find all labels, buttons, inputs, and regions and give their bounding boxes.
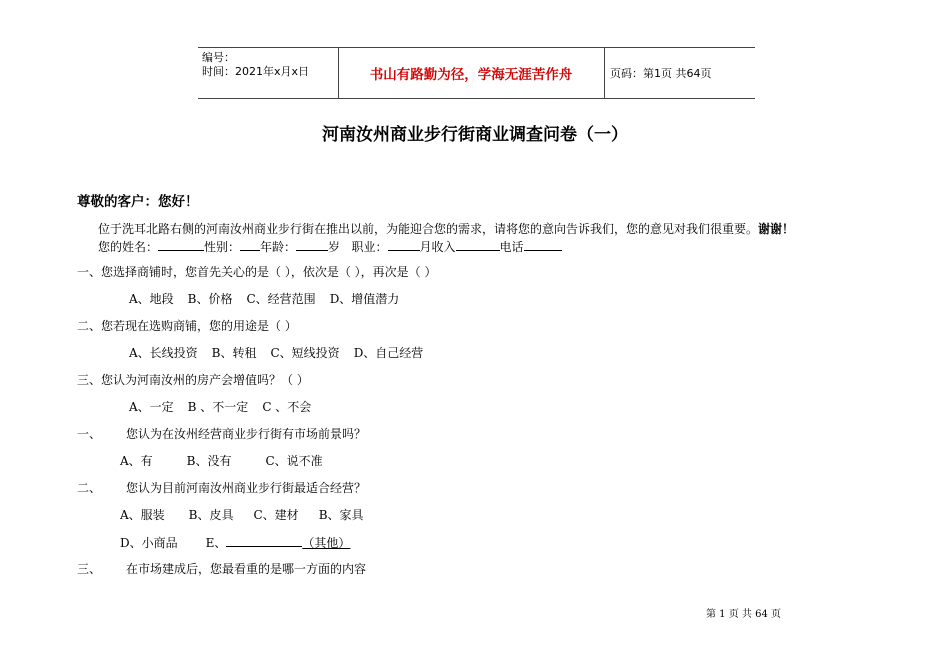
question-2 — [77, 318, 297, 334]
question-1-options — [129, 291, 413, 307]
intro-thanks: 谢谢！ — [758, 222, 795, 236]
question-6 — [77, 561, 366, 577]
question-number: 一、 — [77, 427, 102, 441]
question-1 — [77, 264, 436, 280]
option[interactable]: B、家具 — [318, 508, 364, 522]
question-3-options — [129, 399, 325, 415]
option[interactable]: E、 — [205, 536, 227, 550]
income-blank[interactable] — [456, 238, 500, 251]
question-number: 一、 — [77, 265, 102, 279]
gender-label: 性别： — [204, 240, 241, 254]
question-text: 您认为河南汝州的房产会增值吗？（ ） — [101, 373, 309, 387]
name-label: 您的姓名： — [98, 240, 159, 254]
other-blank[interactable] — [226, 534, 302, 547]
age-label: 年龄： — [260, 240, 297, 254]
header-page-info: 页码：第1页 共64页 — [610, 67, 712, 80]
question-text: 您认为目前河南汝州商业步行街最适合经营？ — [126, 481, 367, 495]
option[interactable]: B 、不一定 — [187, 400, 249, 414]
greeting: 尊敬的客户：您好！ — [77, 194, 199, 210]
header-motto: 书山有路勤为径，学海无涯苦作舟 — [369, 67, 573, 83]
question-text: 您认为在汝州经营商业步行街有市场前景吗？ — [126, 427, 367, 441]
intro-text: 位于洗耳北路右侧的河南汝州商业步行街在推出以前，为能迎合您的需求，请将您的意向告诉我们，您的意见对我们很重要。 — [98, 222, 759, 236]
option[interactable]: A、服装 — [120, 508, 165, 522]
option[interactable]: C、短线投资 — [270, 346, 340, 360]
time-label: 时间：2021年x月x日 — [202, 65, 310, 78]
question-number: 三、 — [77, 373, 102, 387]
personal-info-line — [98, 238, 562, 255]
option[interactable]: B、皮具 — [188, 508, 234, 522]
question-number: 二、 — [77, 319, 102, 333]
question-4 — [77, 426, 366, 442]
header-divider — [604, 48, 605, 98]
job-label: 职业： — [351, 240, 388, 254]
option[interactable]: D、小商品 — [120, 536, 178, 550]
option[interactable]: B、价格 — [187, 292, 233, 306]
question-text: 您若现在选购商铺，您的用途是（ ） — [101, 319, 297, 333]
question-number: 三、 — [77, 562, 102, 576]
page-footer: 第 1 页 共 64 页 — [706, 609, 781, 620]
option[interactable]: C、经营范围 — [246, 292, 316, 306]
question-text: 您选择商铺时，您首先关心的是（ ），依次是（ ），再次是（ ） — [101, 265, 437, 279]
phone-blank[interactable] — [524, 238, 562, 251]
question-5-options-row-2 — [120, 534, 350, 551]
option[interactable]: A、长线投资 — [129, 346, 198, 360]
question-5 — [77, 480, 366, 496]
income-label: 月收入 — [419, 240, 456, 254]
age-blank[interactable] — [296, 238, 328, 251]
name-blank[interactable] — [158, 238, 204, 251]
option[interactable]: D、增值潜力 — [329, 292, 400, 306]
age-unit: 岁 — [328, 240, 341, 254]
option[interactable]: D、自己经营 — [353, 346, 424, 360]
question-4-options — [120, 453, 337, 469]
question-2-options — [129, 345, 437, 361]
header-meta — [202, 51, 309, 79]
header-divider — [338, 48, 339, 98]
option[interactable]: C、建材 — [253, 508, 299, 522]
intro-paragraph — [98, 221, 794, 237]
option[interactable]: C、说不准 — [265, 454, 323, 468]
option[interactable]: B、转租 — [211, 346, 257, 360]
other-label: （其他） — [302, 536, 351, 550]
option[interactable]: A、地段 — [129, 292, 174, 306]
phone-label: 电话 — [499, 240, 524, 254]
job-blank[interactable] — [388, 238, 420, 251]
question-text: 在市场建成后，您最看重的是哪一方面的内容 — [126, 562, 367, 576]
document-title: 河南汝州商业步行街商业调查问卷（一） — [322, 125, 628, 145]
option[interactable]: C 、不会 — [262, 400, 312, 414]
gender-blank[interactable] — [240, 238, 260, 251]
document-header — [198, 47, 755, 99]
question-3 — [77, 372, 309, 388]
question-number: 二、 — [77, 481, 102, 495]
option[interactable]: B、没有 — [186, 454, 232, 468]
option[interactable]: A、有 — [120, 454, 153, 468]
option[interactable]: A、一定 — [129, 400, 174, 414]
question-5-options — [120, 507, 378, 523]
number-label: 编号： — [202, 51, 235, 64]
